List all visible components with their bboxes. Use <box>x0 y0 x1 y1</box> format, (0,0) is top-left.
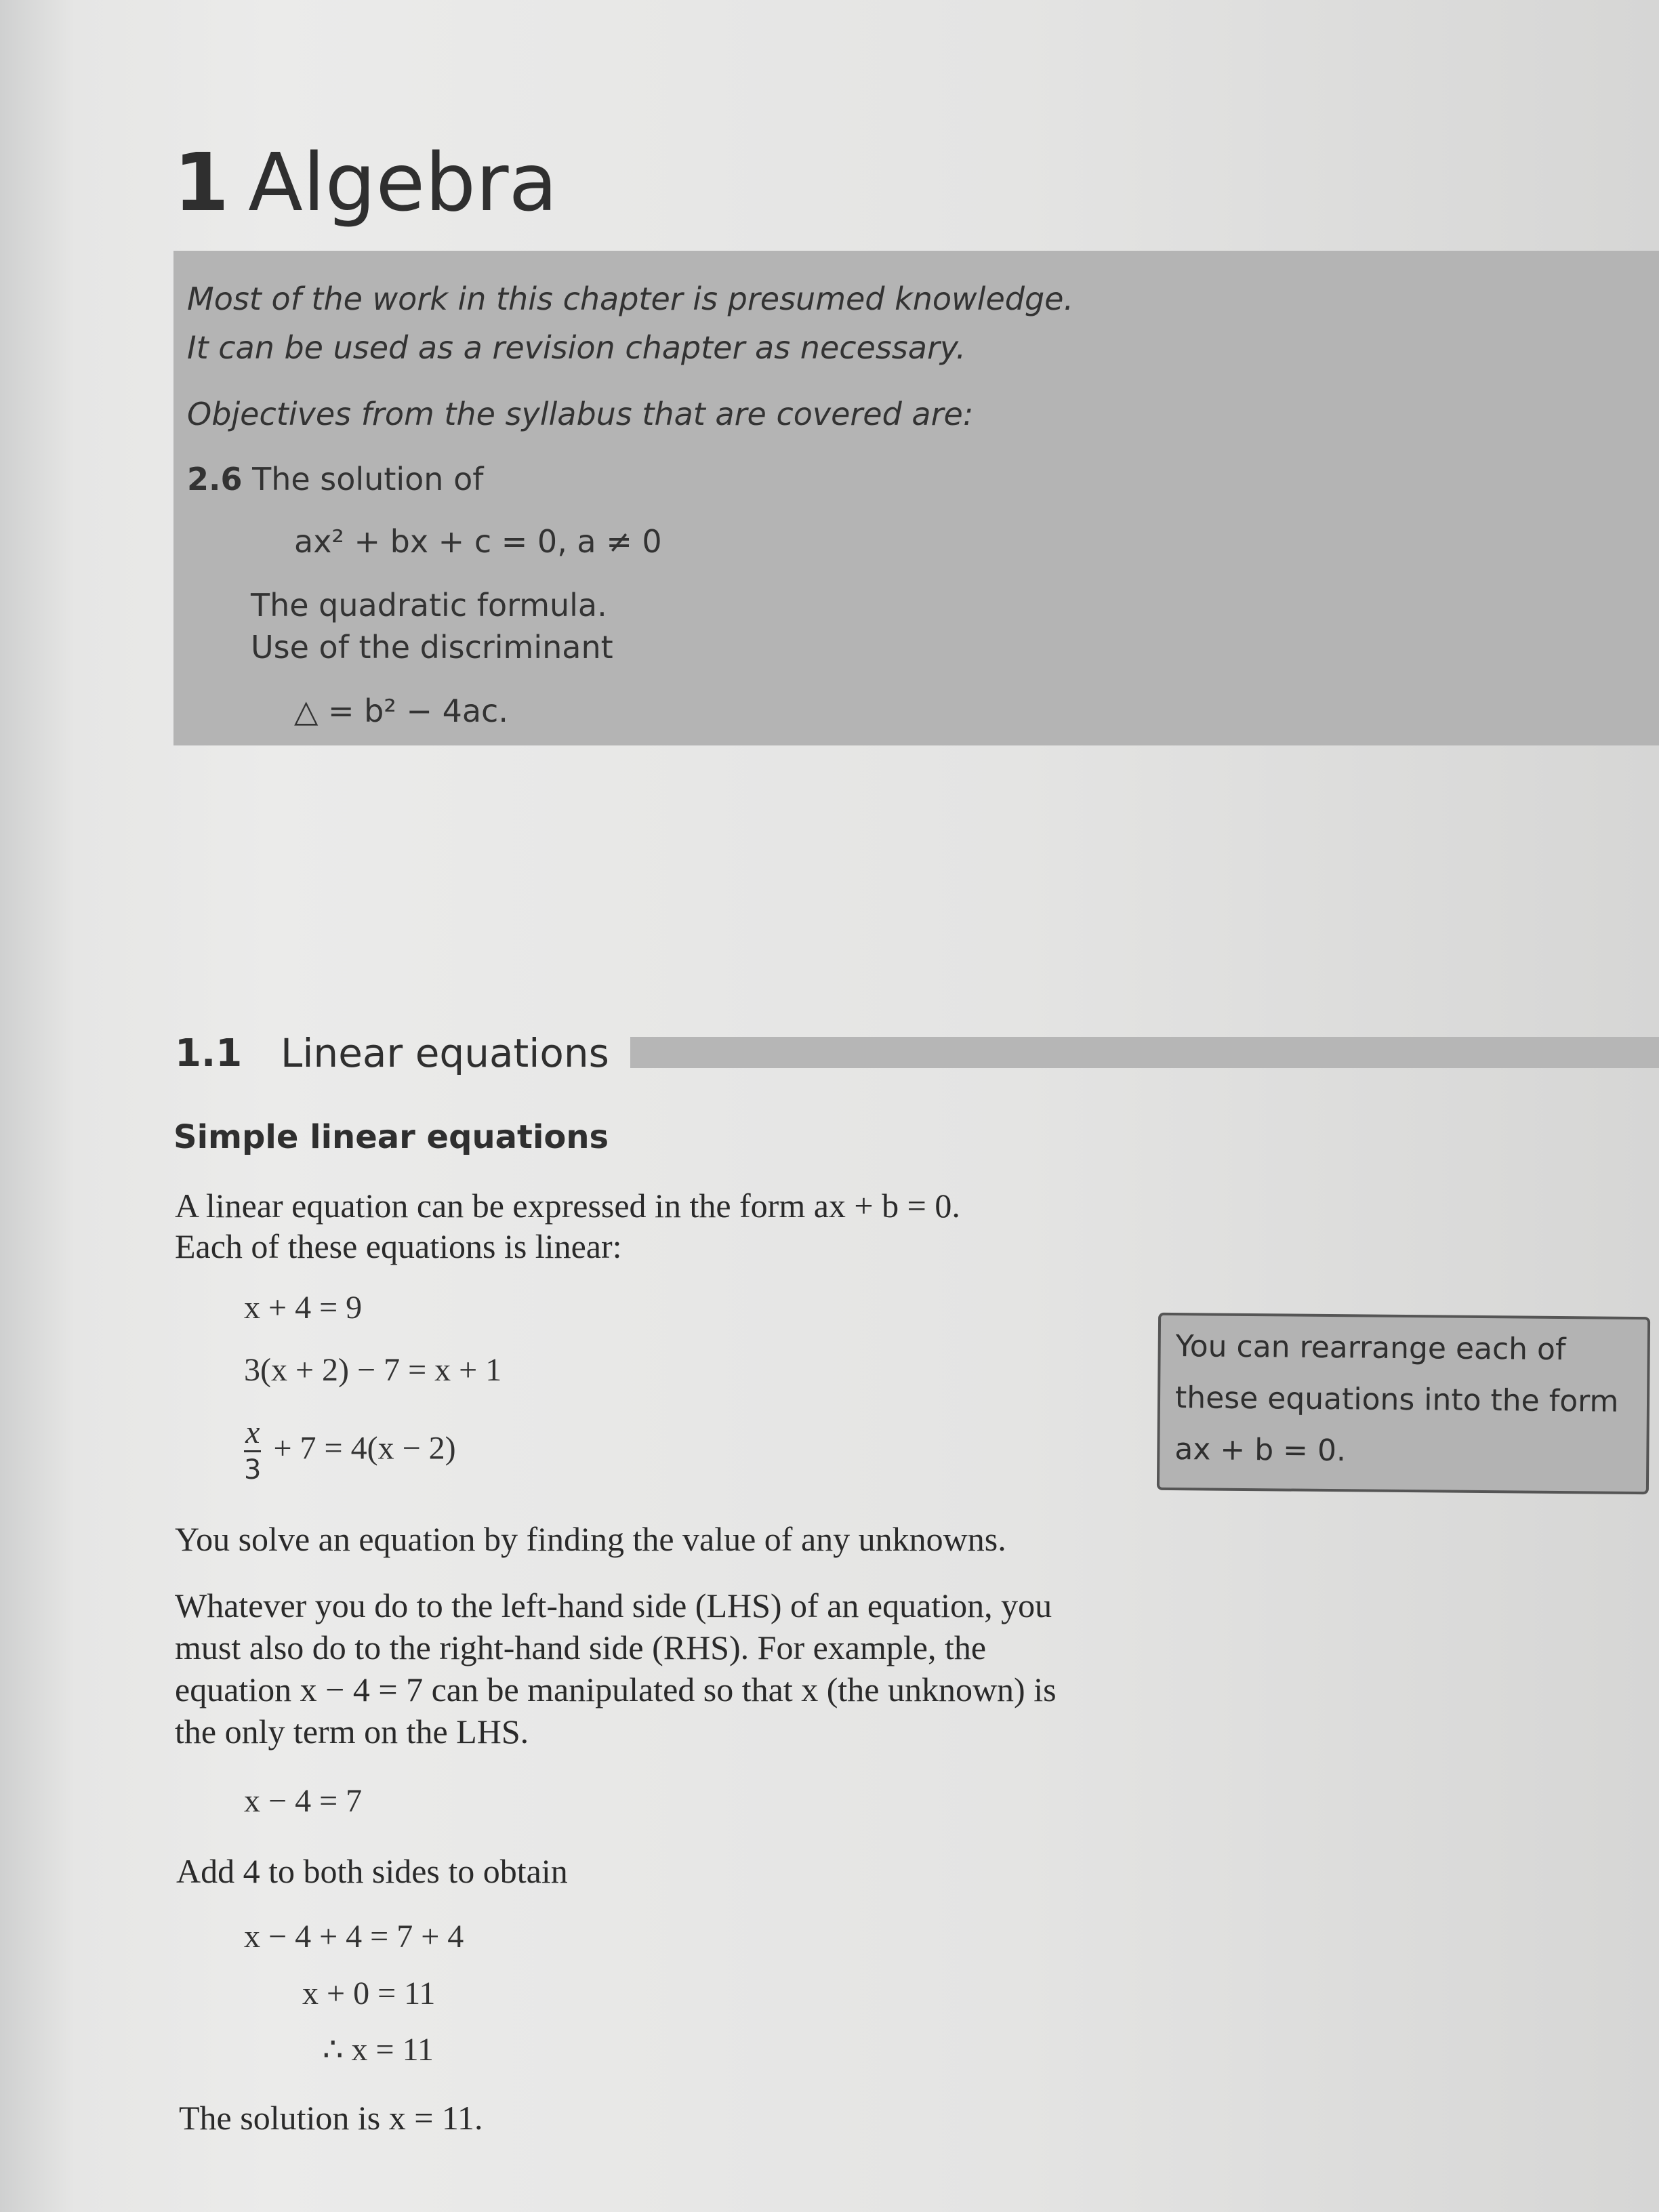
chapter-title: Algebra <box>248 136 558 229</box>
paragraph-3-line-4: the only term on the LHS. <box>175 1713 529 1750</box>
paragraph-5: The solution is x = 11. <box>179 2099 483 2137</box>
equation-3 <box>244 1415 456 1488</box>
chapter-intro-box <box>173 251 1659 745</box>
fraction <box>244 1415 261 1488</box>
paragraph-3-line-1: Whatever you do to the left-hand side (LHS) of an equation, you <box>175 1586 1052 1624</box>
fraction-denominator: 3 <box>244 1454 262 1486</box>
fraction-numerator: x <box>245 1414 260 1450</box>
equation-3-rest: + 7 = 4(x − 2) <box>273 1430 456 1467</box>
paragraph-3-line-2: must also do to the right-hand side (RHS). For example, the <box>175 1629 987 1666</box>
margin-note-box <box>1157 1313 1650 1494</box>
section-title: Linear equations <box>281 1030 609 1076</box>
equation-7: ∴ x = 11 <box>323 2032 434 2068</box>
paragraph-1-line-2: Each of these equations is linear: <box>175 1227 622 1265</box>
objective-number: 2.6 <box>187 461 243 497</box>
subheading: Simple linear equations <box>173 1118 609 1156</box>
paragraph-4: Add 4 to both sides to obtain <box>176 1852 568 1890</box>
intro-line-1: Most of the work in this chapter is presumed knowledge. <box>187 281 1074 317</box>
section-number: 1.1 <box>175 1031 243 1076</box>
note-line-1: You can rearrange each of <box>1175 1329 1566 1368</box>
objective-2-6 <box>187 461 483 497</box>
paragraph-1-line-1: A linear equation can be expressed in the form ax + b = 0. <box>175 1187 960 1225</box>
quadratic-equation: ax² + bx + c = 0, a ≠ 0 <box>294 523 662 560</box>
note-line-2: these equations into the form <box>1174 1380 1619 1419</box>
quadratic-formula-line: The quadratic formula. <box>251 587 607 623</box>
equation-1: x + 4 = 9 <box>244 1290 363 1326</box>
paragraph-2: You solve an equation by finding the value of any unknowns. <box>175 1520 1006 1558</box>
objective-text: The solution of <box>252 461 484 497</box>
discriminant-line: Use of the discriminant <box>251 629 613 665</box>
equation-5: x − 4 + 4 = 7 + 4 <box>244 1919 464 1954</box>
intro-line-2: It can be used as a revision chapter as necessary. <box>187 329 966 366</box>
equation-6: x + 0 = 11 <box>302 1975 436 2011</box>
note-line-3: ax + b = 0. <box>1174 1432 1347 1469</box>
equation-2: 3(x + 2) − 7 = x + 1 <box>244 1352 502 1388</box>
discriminant-equation: △ = b² − 4ac. <box>294 693 508 729</box>
paragraph-3-line-3: equation x − 4 = 7 can be manipulated so that x (the unknown) is <box>175 1671 1057 1708</box>
objectives-intro: Objectives from the syllabus that are covered are: <box>187 396 974 432</box>
section-heading-bar <box>630 1037 1659 1068</box>
chapter-heading <box>173 136 558 229</box>
chapter-number: 1 <box>173 136 230 229</box>
equation-4: x − 4 = 7 <box>244 1783 363 1819</box>
